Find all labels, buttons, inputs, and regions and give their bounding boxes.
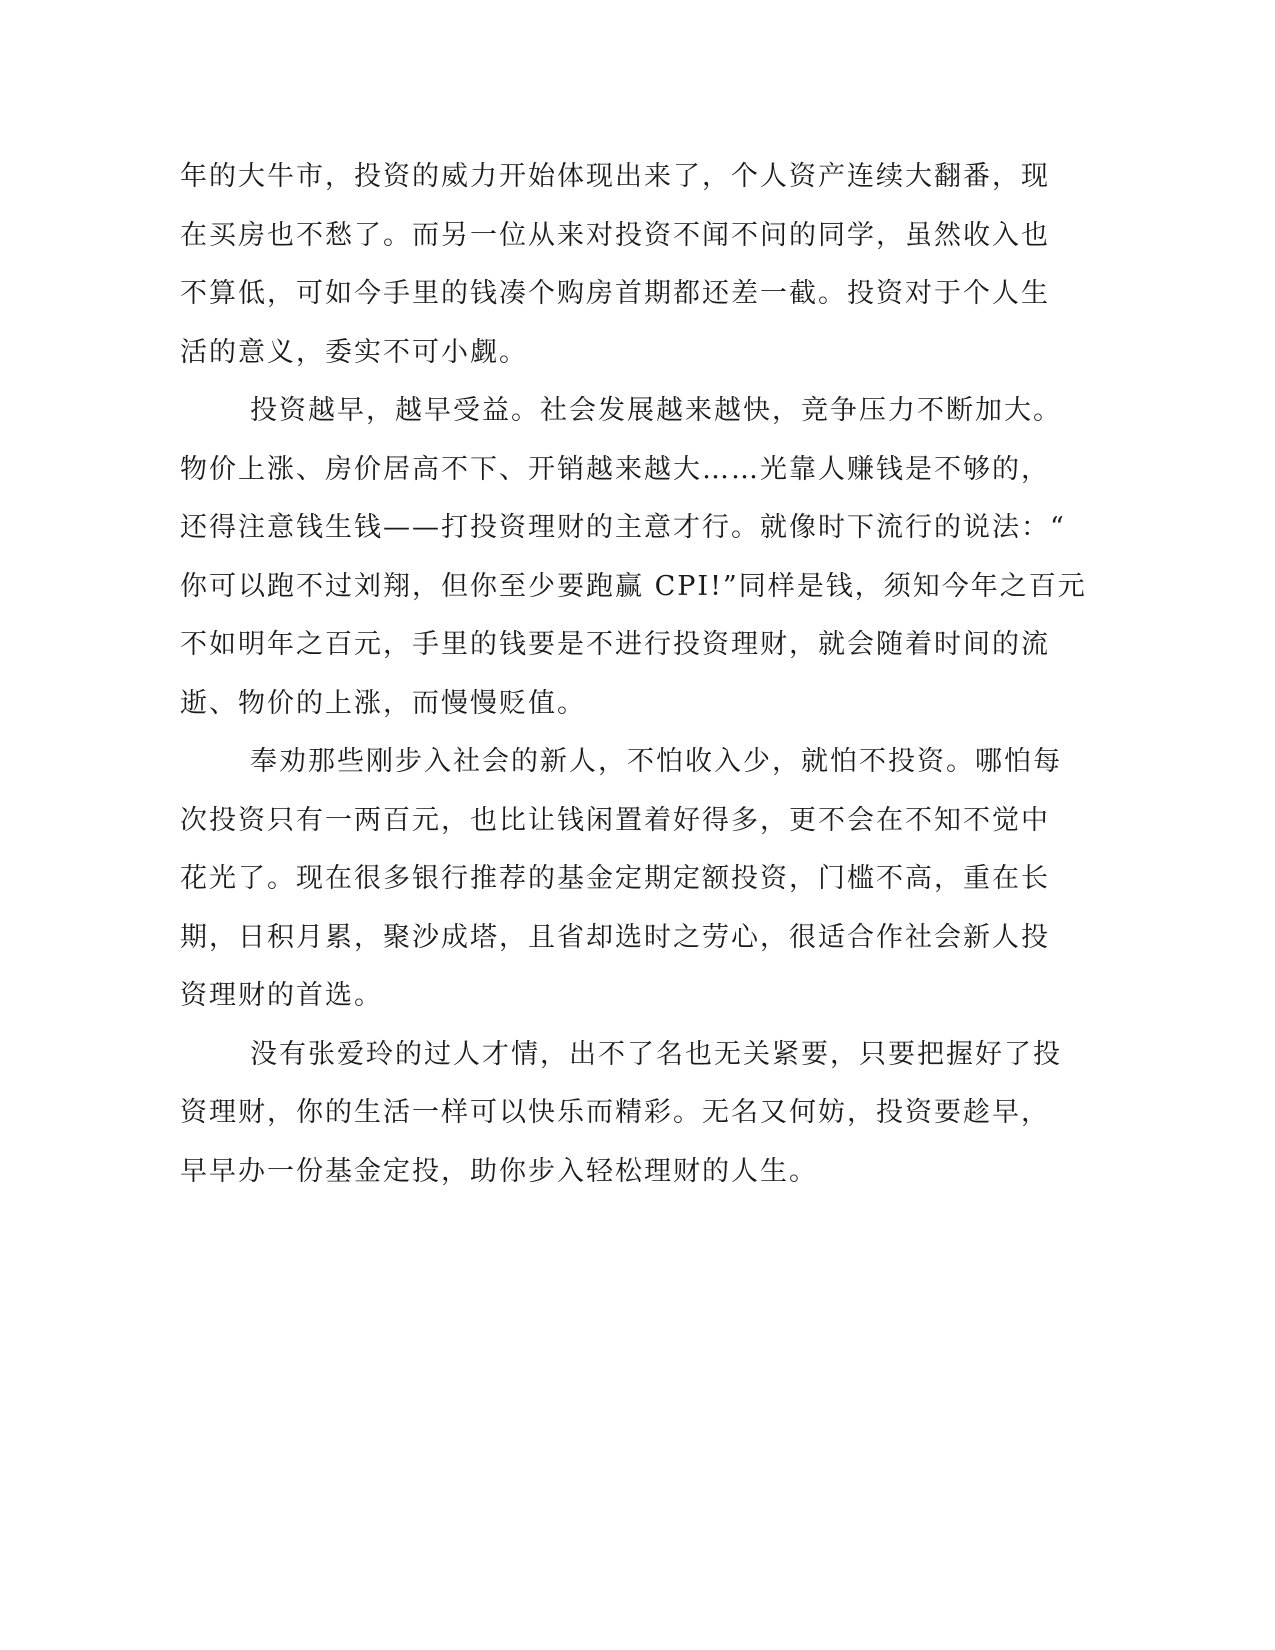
text-line: 物价上涨、房价居高不下、开销越来越大……光靠人赚钱是不够的， — [180, 453, 1050, 485]
text-line: 年的大牛市，投资的威力开始体现出来了，个人资产连续大翻番，现 — [180, 161, 1050, 192]
body-text — [180, 148, 1087, 1201]
paragraph — [180, 733, 1062, 1026]
text-line: 资理财，你的生活一样可以快乐而精彩。无名又何妨，投资要趁早， — [180, 1097, 1050, 1128]
text-line: 次投资只有一两百元，也比让钱闲置着好得多，更不会在不知不觉中 — [180, 804, 1050, 836]
text-line: 还得注意钱生钱——打投资理财的主意才行。就像时下流行的说法：“ — [180, 512, 1066, 543]
text-line: 逝、物价的上涨，而慢慢贬值。 — [180, 687, 586, 719]
text-line: 奉劝那些刚步入社会的新人，不怕收入少，就怕不投资。哪怕每 — [250, 746, 1062, 777]
text-line: 花光了。现在很多银行推荐的基金定期定额投资，门槛不高，重在长 — [180, 863, 1050, 894]
text-line: 期，日积月累，聚沙成塔，且省却选时之劳心，很适合作社会新人投 — [180, 921, 1050, 953]
text-line: 没有张爱玲的过人才情，出不了名也无关紧要，只要把握好了投 — [250, 1038, 1062, 1070]
paragraph — [180, 148, 1050, 382]
text-line: 早早办一份基金定投，助你步入轻松理财的人生。 — [180, 1155, 818, 1187]
text-line: 不如明年之百元，手里的钱要是不进行投资理财，就会随着时间的流 — [180, 629, 1050, 660]
text-line: 不算低，可如今手里的钱凑个购房首期都还差一截。投资对于个人生 — [180, 278, 1050, 309]
text-line: 活的意义，委实不可小觑。 — [180, 336, 528, 368]
text-line: 你可以跑不过刘翔，但你至少要跑赢 CPI!”同样是钱，须知今年之百元 — [180, 570, 1087, 602]
text-line: 在买房也不愁了。而另一位从来对投资不闻不问的同学，虽然收入也 — [180, 219, 1050, 251]
paragraph — [180, 382, 1087, 733]
paragraph — [180, 1026, 1062, 1202]
text-line: 资理财的首选。 — [180, 980, 383, 1011]
text-line: 投资越早，越早受益。社会发展越来越快，竞争压力不断加大。 — [250, 395, 1062, 426]
